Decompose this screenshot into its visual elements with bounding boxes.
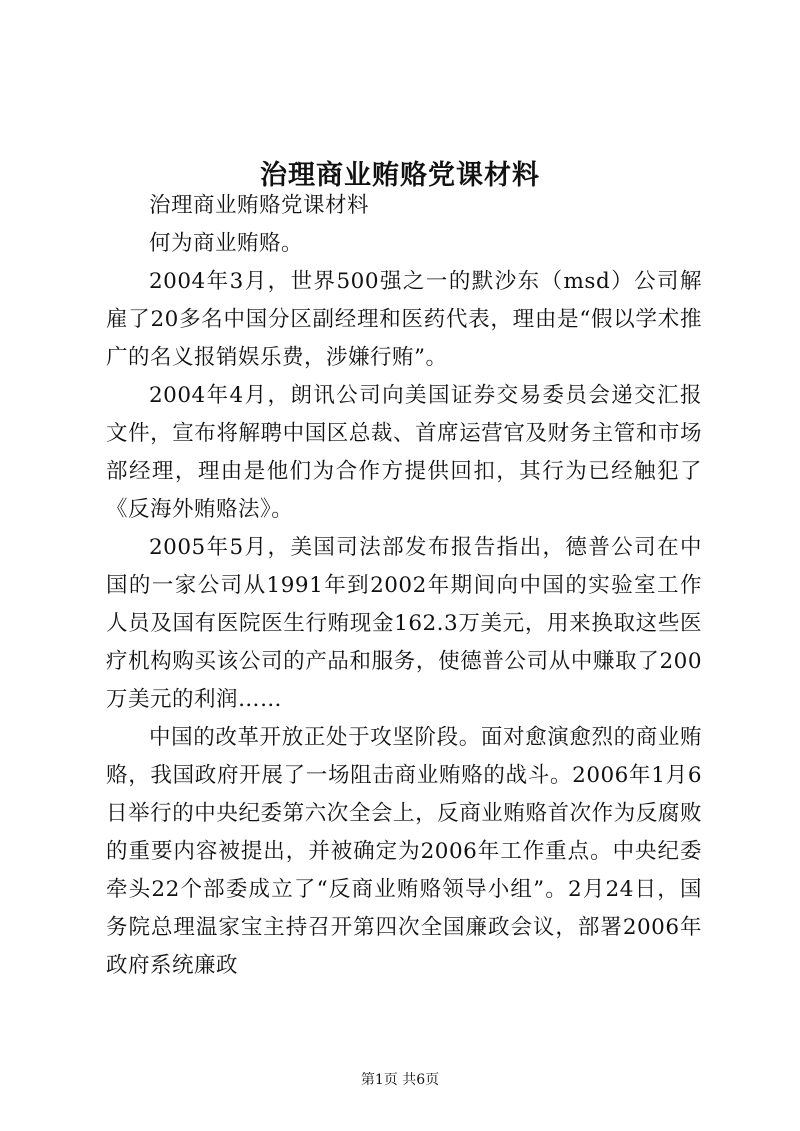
paragraph-reform: 中国的改革开放正处于攻坚阶段。面对愈演愈烈的商业贿赂，我国政府开展了一场阻击商业贿赂的战斗。2006年1月6日举行的中央纪委第六次全会上，反商业贿赂首次作为反腐败的重要内容被提出，并被确定为2006年工作重点。中央纪委牵头22个部委成立了“反商业贿赂领导小组”。2月24日，国务院总理温家宝主持召开第四次全国廉政会议，部署2006年政府系统廉政 xyxy=(106,725,702,978)
paragraph-subtitle: 治理商业贿赂党课材料 xyxy=(149,193,370,218)
document-title: 治理商业贿赂党课材料 xyxy=(260,160,540,192)
paragraph-dpc: 2005年5月，美国司法部发布报告指出，德普公司在中国的一家公司从1991年到2002年期间向中国的实验室工作人员及国有医院医生行贿现金162.3万美元，用来换取这些医疗机构购买该公司的产品和服务，使德普公司从中赚取了200万美元的利润…… xyxy=(106,535,702,712)
document-body xyxy=(106,187,702,985)
paragraph-lucent: 2004年4月，朗讯公司向美国证券交易委员会递交汇报文件，宣布将解聘中国区总裁、首席运营官及财务主管和市场部经理，理由是他们为合作方提供回扣，其行为已经触犯了《反海外贿赂法》。 xyxy=(106,383,702,522)
page-footer: 第1页 共6页 xyxy=(360,1072,440,1088)
paragraph-question: 何为商业贿赂。 xyxy=(149,231,304,256)
paragraph-msd: 2004年3月，世界500强之一的默沙东（msd）公司解雇了20多名中国分区副经理和医药代表，理由是“假以学术推广的名义报销娱乐费，涉嫌行贿”。 xyxy=(106,269,702,370)
